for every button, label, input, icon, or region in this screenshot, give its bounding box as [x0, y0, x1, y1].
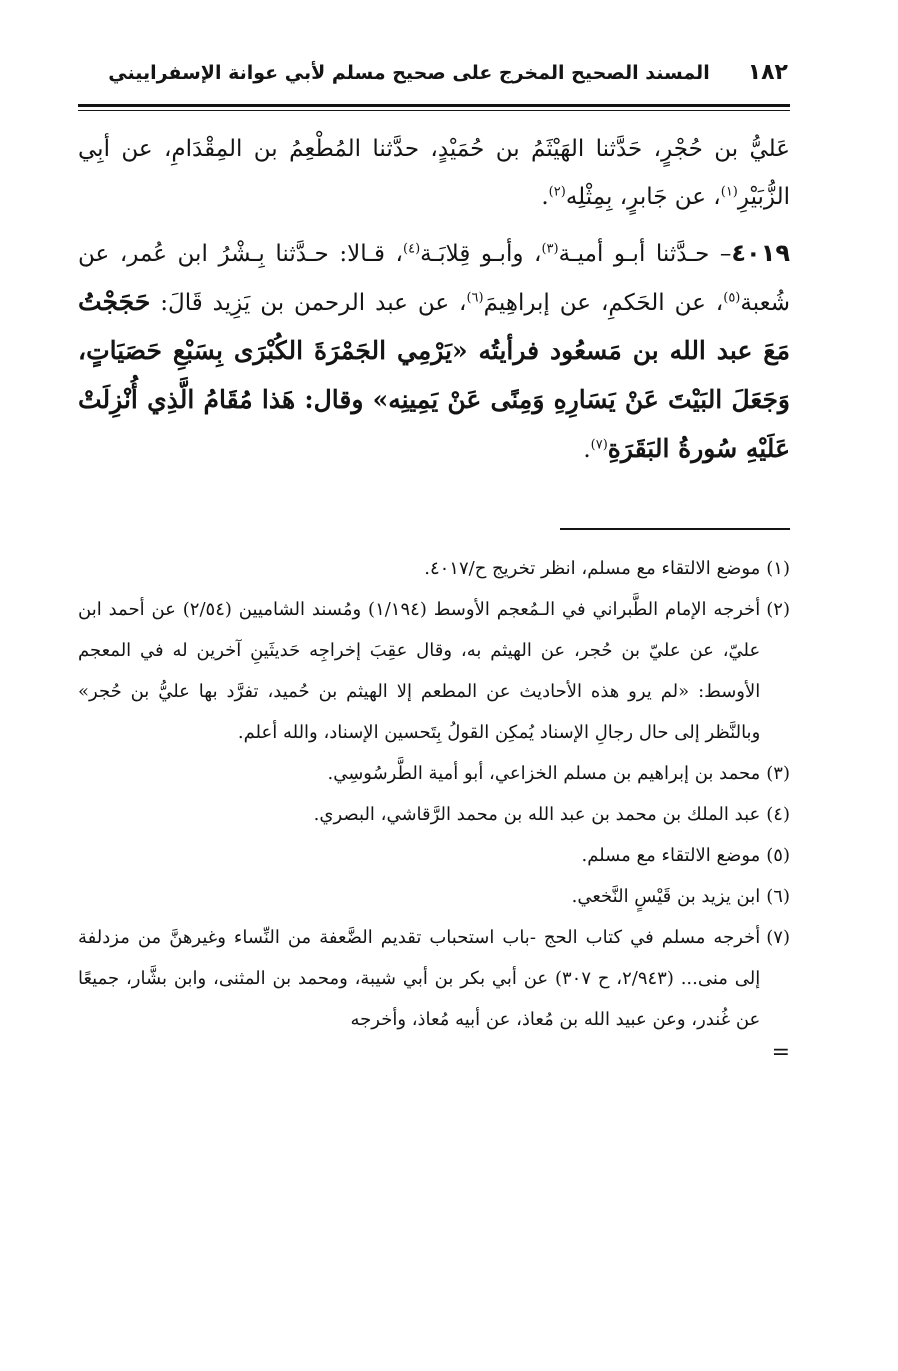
footnote-ref-4[interactable]: (٤): [403, 241, 421, 257]
footnote-number: (٧): [766, 927, 790, 948]
footnote-number: (١): [766, 558, 790, 579]
main-text: [78, 125, 790, 474]
footnote-ref-5[interactable]: (٥): [723, 290, 741, 306]
paragraph-continuation: عَليُّ بن حُجْرٍ، حَدَّثنا الهَيْثَمُ بن حُمَيْدٍ، حدَّثنا المُطْعِمُ بن المِقْدَامِ، عن أبِي الزُّبَيْرِ$^{(١)}$، عن جَابرٍ، بِمِثْلِه$^{(٢)}$.: [78, 136, 790, 210]
footnote-1: [78, 548, 790, 589]
footnote-number: (٢): [766, 599, 790, 620]
footnote-ref-3[interactable]: (٣): [541, 241, 559, 257]
book-page: [78, 60, 790, 1064]
footnote-4: [78, 794, 790, 835]
footnote-ref-6[interactable]: (٦): [466, 290, 484, 306]
hadith-matn: حَجَجْتُ مَعَ عبد الله بن مَسعُود فرأيتُه «يَرْمِي الجَمْرَةَ الكُبْرَى بِسَبْعِ حَصَيَاتٍ، وَجَعَلَ البَيْتَ عَنْ يَسَارِهِ وَمِنًى عَنْ يَمِينِه» وقال: هَذا مُقَامُ الَّذِي أُنْزِلَتْ عَلَيْهِ سُورةُ البَقَرَةِ: [78, 287, 790, 463]
footnote-number: (٦): [766, 886, 790, 907]
footnote-ref-1[interactable]: (١): [720, 184, 738, 200]
book-title: المسند الصحيح المخرج على صحيح مسلم لأبي عوانة الإسفراييني: [108, 62, 710, 84]
footnote-text: أخرجه الإمام الطَّبراني في الـمُعجم الأوسط (١/١٩٤) ومُسند الشاميين (٢/٥٤) عن أحمد ابن عليّ، عن عليّ بن حُجر، عن الهيثم به، وقال عقِبَ إخراجِه حَديثَينِ آخرين له في المعجم الأوسط: «لم يرو هذه الأحاديث عن المطعم إلا الهيثم بن حُميد، تفرَّد بها عليُّ بن حُجر» وبالنَّظر إلى حال رجالِ الإسناد يُمكِن القولُ بِتَحسين الإسناد، والله أعلم.: [78, 599, 761, 743]
footnote-text: عبد الملك بن محمد بن عبد الله بن محمد الرَّقاشي، البصري.: [313, 804, 761, 825]
footnotes: [78, 548, 790, 1064]
header-rule-thin: [78, 110, 790, 111]
footnote-number: (٣): [766, 763, 790, 784]
page-number: ١٨٢: [747, 60, 788, 85]
footnote-3: [78, 753, 790, 794]
footnote-text: موضع الالتقاء مع مسلم.: [581, 845, 761, 866]
footnote-ref-7[interactable]: (٧): [590, 437, 608, 453]
footnote-text: أخرجه مسلم في كتاب الحج -باب استحباب تقديم الضَّعفة من النِّساء وغيرهنَّ من مزدلفة إلى منى... (٢/٩٤٣، ح ٣٠٧) عن أبي بكر بن أبي شيبة، ومحمد بن المثنى، وابن بشَّار، جميعًا عن غُندر، وعن عبيد الله بن مُعاذ، عن أبيه مُعاذ، وأخرجه: [78, 927, 761, 1030]
hadith-number: ٤٠١٩: [731, 239, 790, 267]
footnote-number: (٤): [766, 804, 790, 825]
footnote-7: [78, 917, 790, 1040]
header-rule: [78, 104, 790, 107]
hadith-paragraph: ٤٠١٩– حـدَّثنا أبـو أميـة$^{(٣)}$، وأبـو قِلابَـة$^{(٤)}$، قـالا: حـدَّثنا بِـشْرُ ابن عُمر، عن شُعبة$^{(٥)}$، عن الحَكمِ، عن إبراهِيمَ$^{(٦)}$، عن عبد الرحمن بن يَزِيد قَالَ: حَجَجْتُ مَعَ عبد الله بن مَسعُود فرأيتُه «يَرْمِي الجَمْرَةَ الكُبْرَى بِسَبْعِ حَصَيَاتٍ، وَجَعَلَ البَيْتَ عَنْ يَسَارِهِ وَمِنًى عَنْ يَمِينِه» وقال: هَذا مُقَامُ الَّذِي أُنْزِلَتْ عَلَيْهِ سُورةُ البَقَرَةِ$^{(٧)}$.: [78, 239, 791, 463]
running-header: [78, 60, 790, 96]
footnote-number: (٥): [766, 845, 790, 866]
footnote-5: [78, 835, 790, 876]
footnote-text: موضع الالتقاء مع مسلم، انظر تخريج ح/٤٠١٧.: [424, 558, 761, 579]
continuation-mark: =: [771, 1040, 790, 1065]
footnote-ref-2[interactable]: (٢): [548, 184, 566, 200]
footnote-text: ابن يزيد بن قَيْسٍ النَّخعي.: [571, 886, 761, 907]
footnote-text: محمد بن إبراهيم بن مسلم الخزاعي، أبو أمية الطَّرسُوسِي.: [327, 763, 761, 784]
footnote-separator: [560, 528, 790, 530]
footnote-6: [78, 876, 790, 917]
footnote-2: [78, 589, 790, 753]
